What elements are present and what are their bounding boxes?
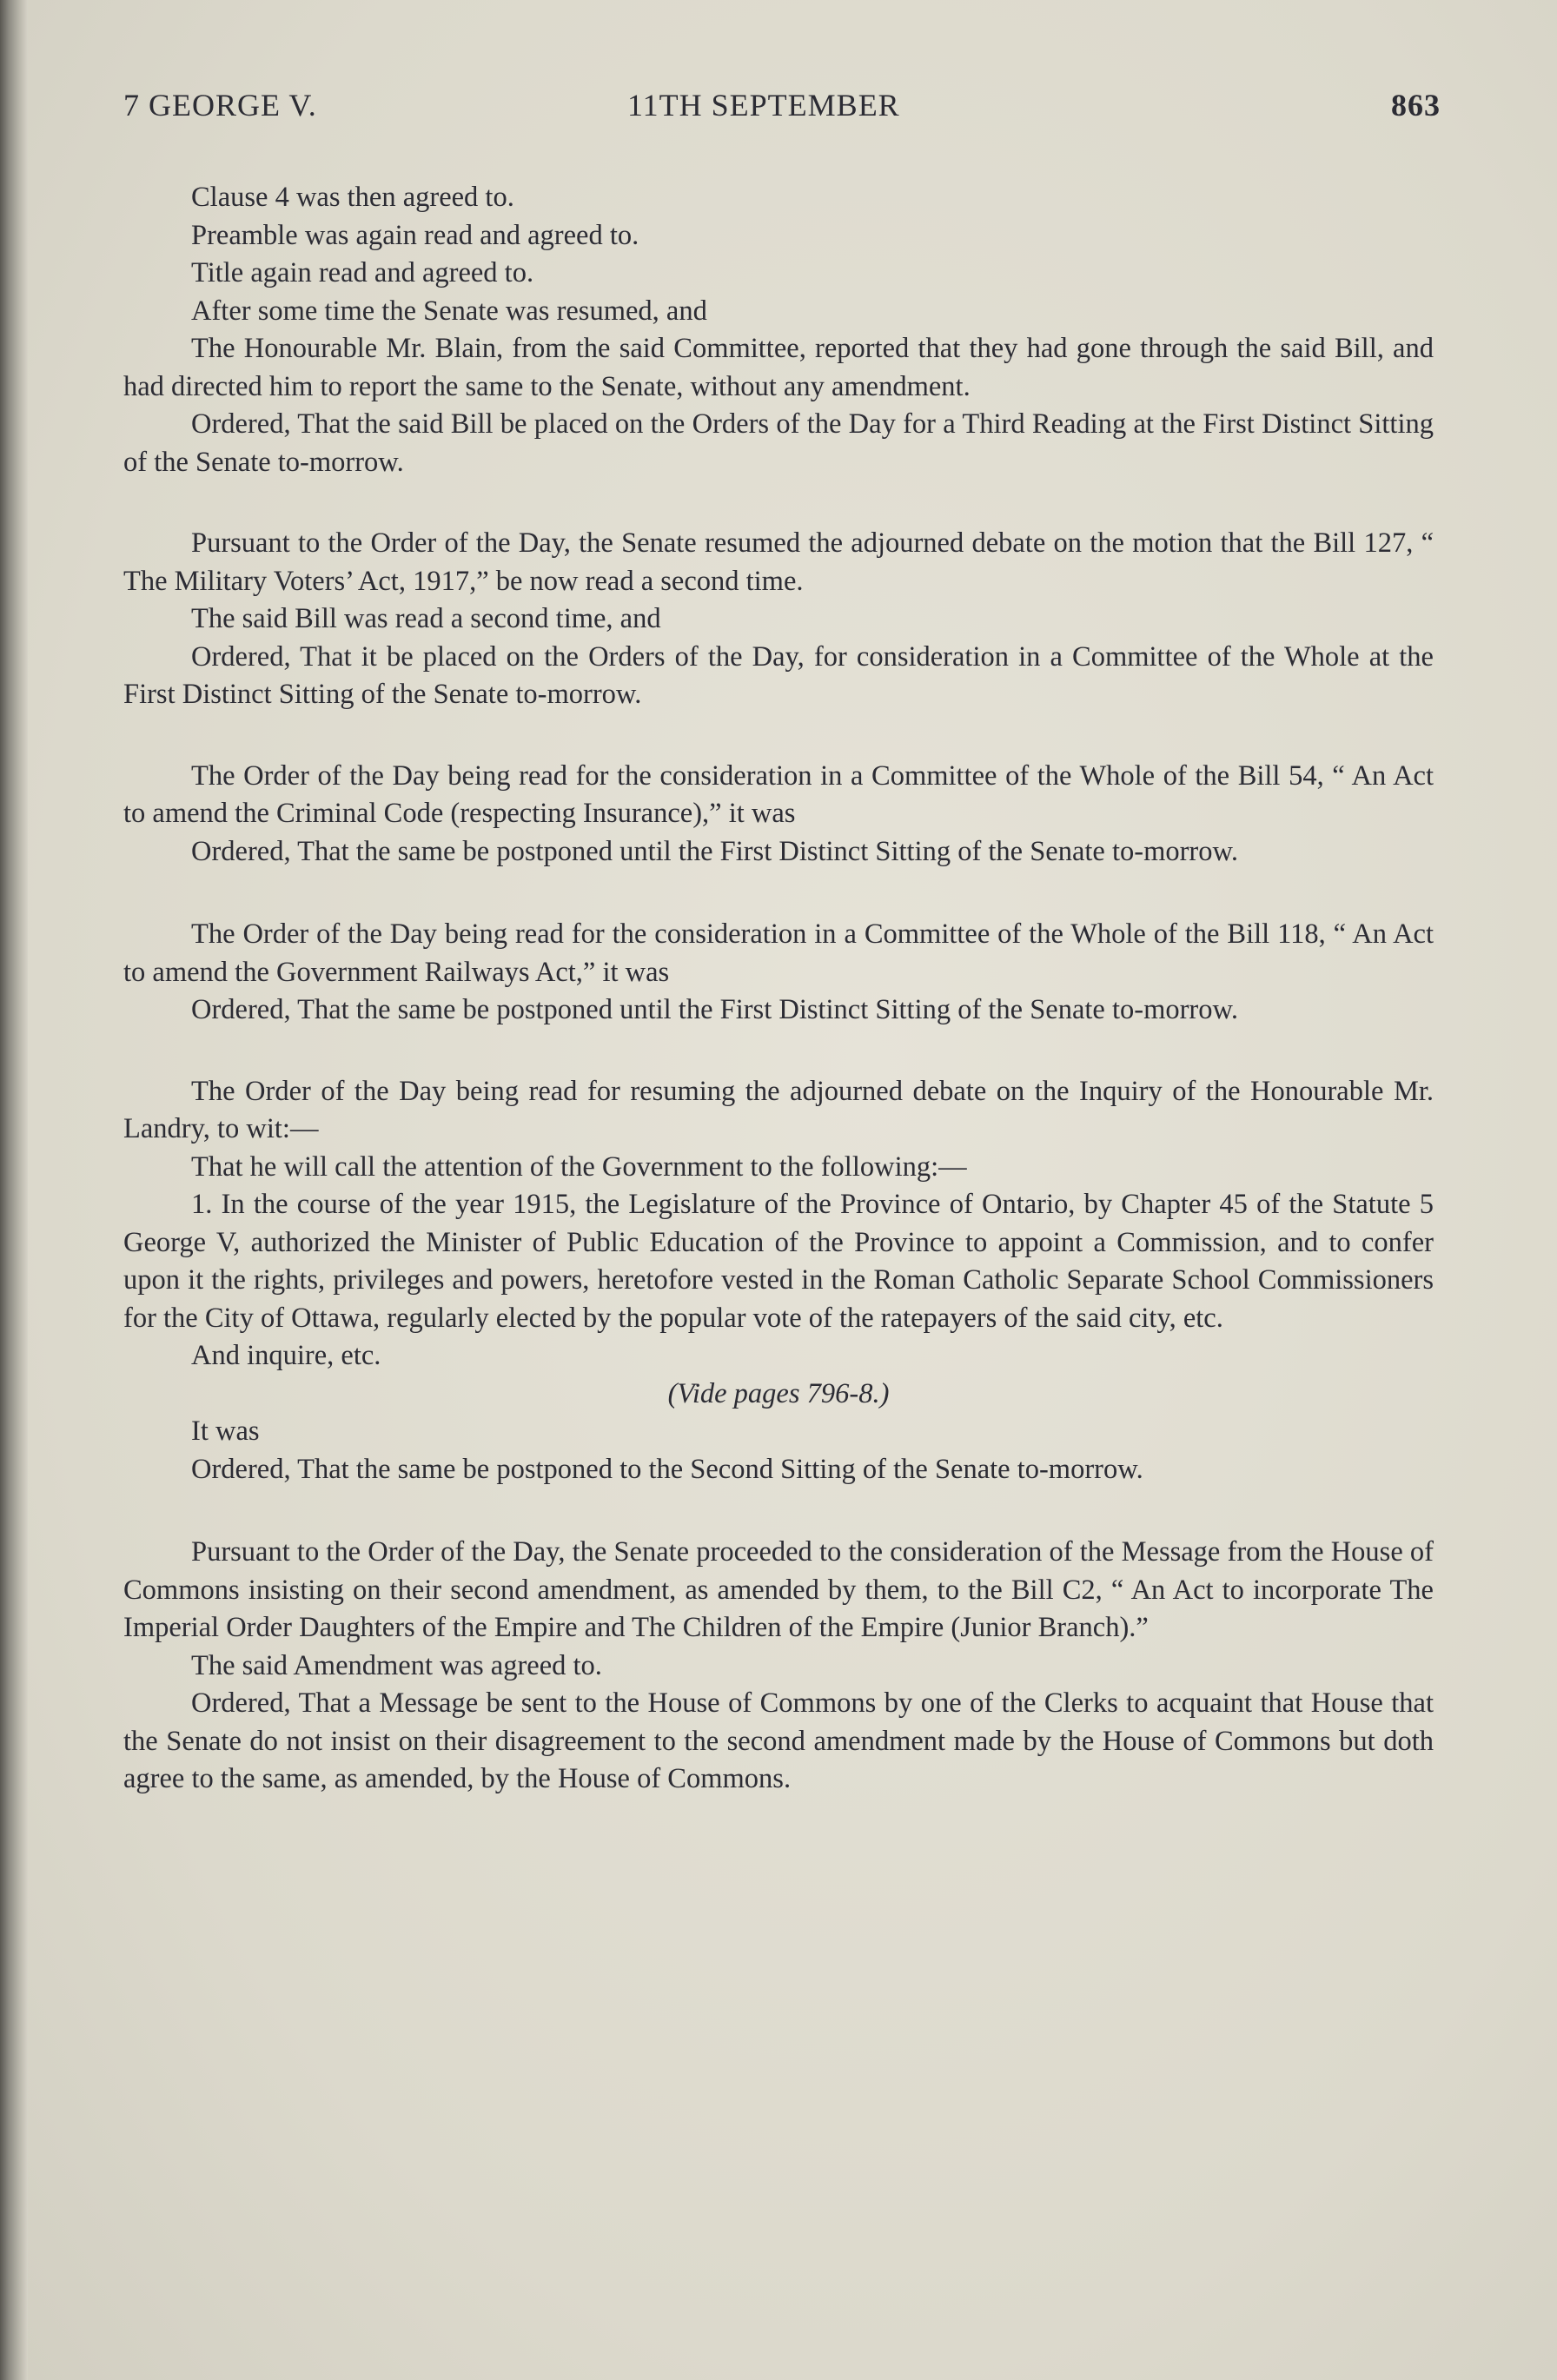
header-regnal-year: 7 GEORGE V.	[123, 88, 317, 123]
section-commons-message	[123, 1534, 1434, 1799]
section-spacer	[123, 1030, 1434, 1073]
paragraph: The Honourable Mr. Blain, from the said Committee, reported that they had gone through the said Bill, and had directed him to report the same to the Senate, without any amendment.	[123, 333, 1434, 402]
paragraph: Clause 4 was then agreed to.	[191, 182, 514, 213]
section-military-voters-act	[123, 525, 1434, 714]
running-header	[123, 87, 1441, 125]
document-page	[28, 0, 1557, 2380]
paragraph: Ordered, That the same be postponed until the First Distinct Sitting of the Senate to-morrow.	[191, 835, 1238, 867]
cross-reference: (Vide pages 796-8.)	[667, 1377, 890, 1409]
paragraph: 1. In the course of the year 1915, the Legislature of the Province of Ontario, by Chapter 45 of the Statute 5 George V, authorized the Minister of Public Education of the Province to appoint a Commission, and to confer upon it the rights, privileges and powers, heretofore vested in the Roman Catholic Separate School Commissioners for the City of Ottawa, regularly elected by the popular vote of the ratepayers of the said city, etc.	[123, 1189, 1434, 1334]
paragraph: After some time the Senate was resumed, and	[191, 295, 707, 327]
paragraph: Ordered, That the same be postponed to the Second Sitting of the Senate to-morrow.	[191, 1453, 1143, 1485]
paragraph: The said Amendment was agreed to.	[191, 1649, 602, 1681]
paragraph: Pursuant to the Order of the Day, the Senate proceeded to the consideration of the Message from the House of Commons insisting on their second amendment, as amended by them, to the Bill C2, “ An Act to incorporate The Imperial Order Daughters of the Empire and The Children of the Empire (Junior Branch).”	[123, 1536, 1434, 1643]
paragraph: Ordered, That the same be postponed until the First Distinct Sitting of the Senate to-morrow.	[191, 994, 1238, 1025]
header-date: 11TH SEPTEMBER	[627, 88, 900, 123]
section-criminal-code-bill	[123, 758, 1434, 872]
section-landry-inquiry	[123, 1073, 1434, 1489]
paragraph: The Order of the Day being read for resuming the adjourned debate on the Inquiry of the Honourable Mr. Landry, to wit:—	[123, 1075, 1434, 1144]
section-spacer	[123, 1488, 1434, 1534]
section-spacer	[123, 481, 1434, 525]
book-binding-edge	[0, 0, 28, 2380]
paragraph: The said Bill was read a second time, and	[191, 603, 661, 634]
paragraph: That he will call the attention of the Government to the following:—	[191, 1150, 967, 1183]
paragraph: It was	[191, 1415, 260, 1447]
section-spacer	[123, 714, 1434, 758]
page-number: 863	[1391, 88, 1441, 123]
journal-body	[123, 179, 1434, 1799]
paragraph: Title again read and agreed to.	[191, 257, 534, 288]
section-spacer	[123, 871, 1434, 916]
paragraph: The Order of the Day being read for the consideration in a Committee of the Whole of the Bill 118, “ An Act to amend the Government Railways Act,” it was	[123, 918, 1434, 988]
paragraph: And inquire, etc.	[191, 1340, 381, 1371]
section-committee-report	[123, 179, 1434, 481]
paragraph: Ordered, That a Message be sent to the House of Commons by one of the Clerks to acquaint that House that the Senate do not insist on their disagreement to the second amendment made by the House of Commons but doth agree to the same, as amended, by the House of Commons.	[123, 1687, 1434, 1794]
paragraph: Preamble was again read and agreed to.	[191, 219, 639, 251]
paragraph: Pursuant to the Order of the Day, the Senate resumed the adjourned debate on the motion that the Bill 127, “ The Military Voters’ Act, 1917,” be now read a second time.	[123, 527, 1434, 597]
paragraph: The Order of the Day being read for the consideration in a Committee of the Whole of the Bill 54, “ An Act to amend the Criminal Code (respecting Insurance),” it was	[123, 759, 1434, 829]
paragraph: Ordered, That the said Bill be placed on the Orders of the Day for a Third Reading at the First Distinct Sitting of the Senate to-morrow.	[123, 408, 1434, 478]
paragraph: Ordered, That it be placed on the Orders of the Day, for consideration in a Committee of the Whole at the First Distinct Sitting of the Senate to-morrow.	[123, 640, 1434, 710]
section-railways-bill	[123, 916, 1434, 1030]
